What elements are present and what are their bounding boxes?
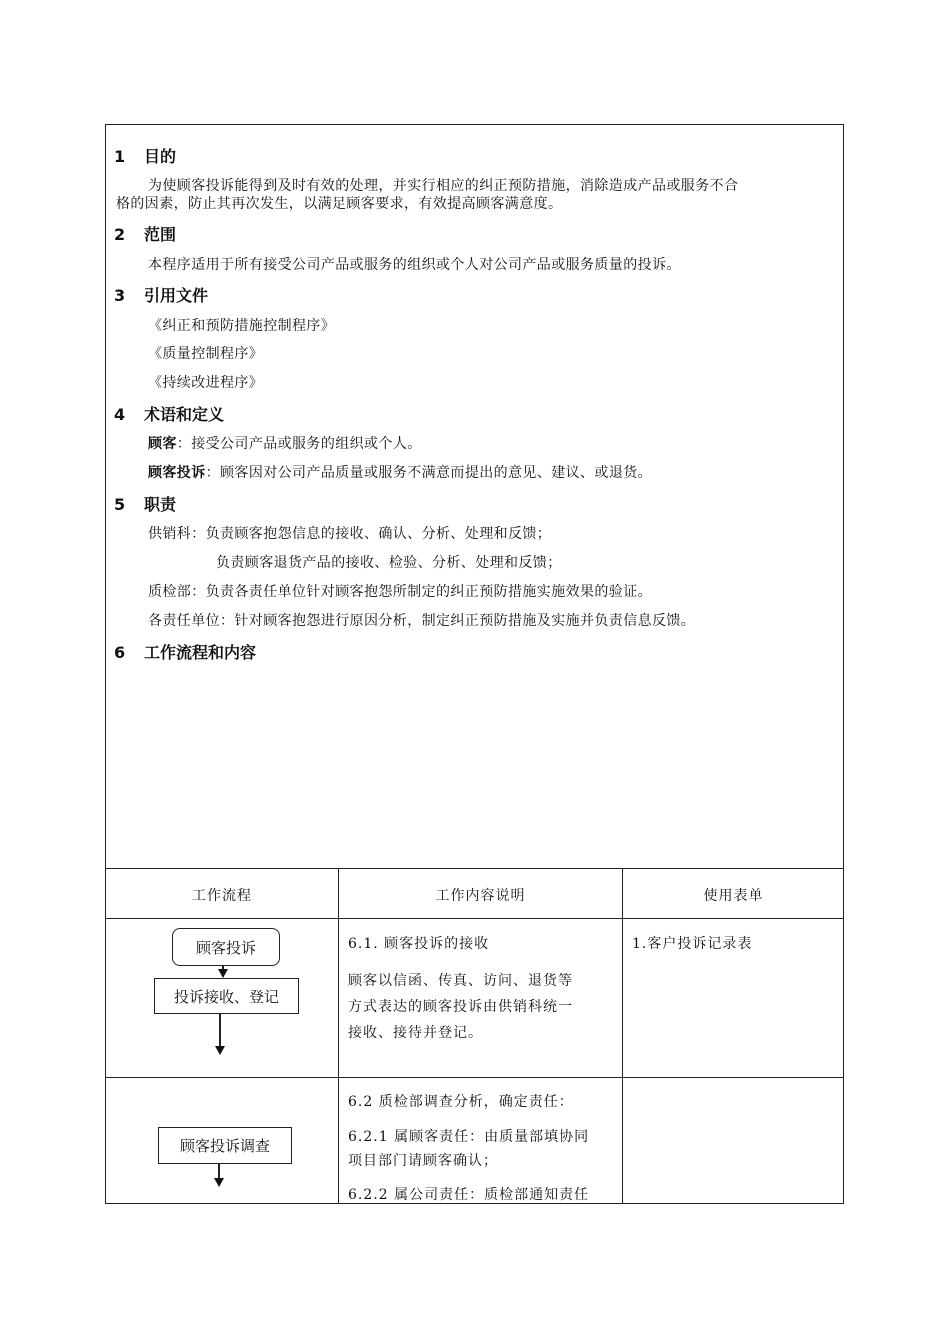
duty-qc: 质检部：负责各责任单位针对顾客抱怨所制定的纠正预防措施实施效果的验证。 [148, 584, 652, 600]
reference-doc-2: 《质量控制程序》 [148, 346, 264, 362]
content-6-2-title: 6.2 质检部调查分析，确定责任： [348, 1094, 574, 1110]
section-6-heading: 6 工作流程和内容 [114, 643, 257, 662]
table-column-divider-1 [338, 868, 339, 1204]
table-header-forms: 使用表单 [703, 888, 764, 904]
duty-units: 各责任单位：针对顾客抱怨进行原因分析，制定纠正预防措施及实施并负责信息反馈。 [148, 613, 696, 629]
form-complaint-record: 1.客户投诉记录表 [632, 936, 753, 952]
term-label: 顾客 [148, 436, 177, 452]
flow-step-complaint-investigation: 顾客投诉调查 [158, 1127, 292, 1164]
content-6-2-2-line-1: 6.2.2 属公司责任：质检部通知责任 [348, 1187, 590, 1203]
flow-step-customer-complaint: 顾客投诉 [172, 928, 280, 966]
section-2-heading: 2 范围 [114, 225, 177, 244]
term-label: 顾客投诉 [148, 465, 206, 481]
content-line: 方式表达的顾客投诉由供销科统一 [348, 999, 573, 1015]
duty-sales-2: 负责顾客退货产品的接收、检验、分析、处理和反馈； [216, 555, 562, 571]
term-separator: ： [205, 465, 221, 481]
section-5-heading: 5 职责 [114, 495, 177, 514]
content-6-2-1-line-1: 6.2.1 属顾客责任：由质量部填协同 [348, 1129, 590, 1145]
section-1-text-line-1: 为使顾客投诉能得到及时有效的处理，并实行相应的纠正预防措施，消除造成产品或服务不合 [148, 178, 739, 194]
content-line: 顾客以信函、传真、访问、退货等 [348, 973, 573, 989]
section-3-heading: 3 引用文件 [114, 286, 209, 305]
content-line: 接收、接待并登记。 [348, 1025, 483, 1041]
section-4-heading: 4 术语和定义 [114, 405, 225, 424]
content-6-2-1-line-2: 项目部门请顾客确认； [348, 1153, 498, 1169]
section-2-text: 本程序适用于所有接受公司产品或服务的组织或个人对公司产品或服务质量的投诉。 [148, 257, 681, 273]
duty-sales-1: 供销科：负责顾客抱怨信息的接收、确认、分析、处理和反馈； [148, 526, 552, 542]
content-6-1-body [348, 968, 616, 1046]
table-header-flow: 工作流程 [192, 888, 252, 904]
table-header-content: 工作内容说明 [435, 888, 526, 904]
term-separator: ： [176, 436, 192, 452]
reference-doc-1: 《纠正和预防措施控制程序》 [148, 318, 336, 334]
table-column-divider-2 [622, 868, 623, 1204]
term-customer-complaint [148, 462, 652, 482]
content-6-1-title: 6.1. 顾客投诉的接收 [348, 936, 490, 952]
section-1-text-line-2: 格的因素，防止其再次发生，以满足顾客要求，有效提高顾客满意度。 [116, 196, 563, 212]
table-row-border [106, 1077, 844, 1078]
term-customer [148, 433, 422, 453]
table-header-border [106, 918, 844, 919]
term-definition: 接受公司产品或服务的组织或个人。 [191, 436, 422, 452]
table-top-border [106, 868, 844, 869]
section-1-heading: 1 目的 [114, 147, 177, 166]
term-definition: 顾客因对公司产品质量或服务不满意而提出的意见、建议、或退货。 [220, 465, 653, 481]
reference-doc-3: 《持续改进程序》 [148, 375, 264, 391]
flow-step-receive-register: 投诉接收、登记 [154, 978, 299, 1014]
